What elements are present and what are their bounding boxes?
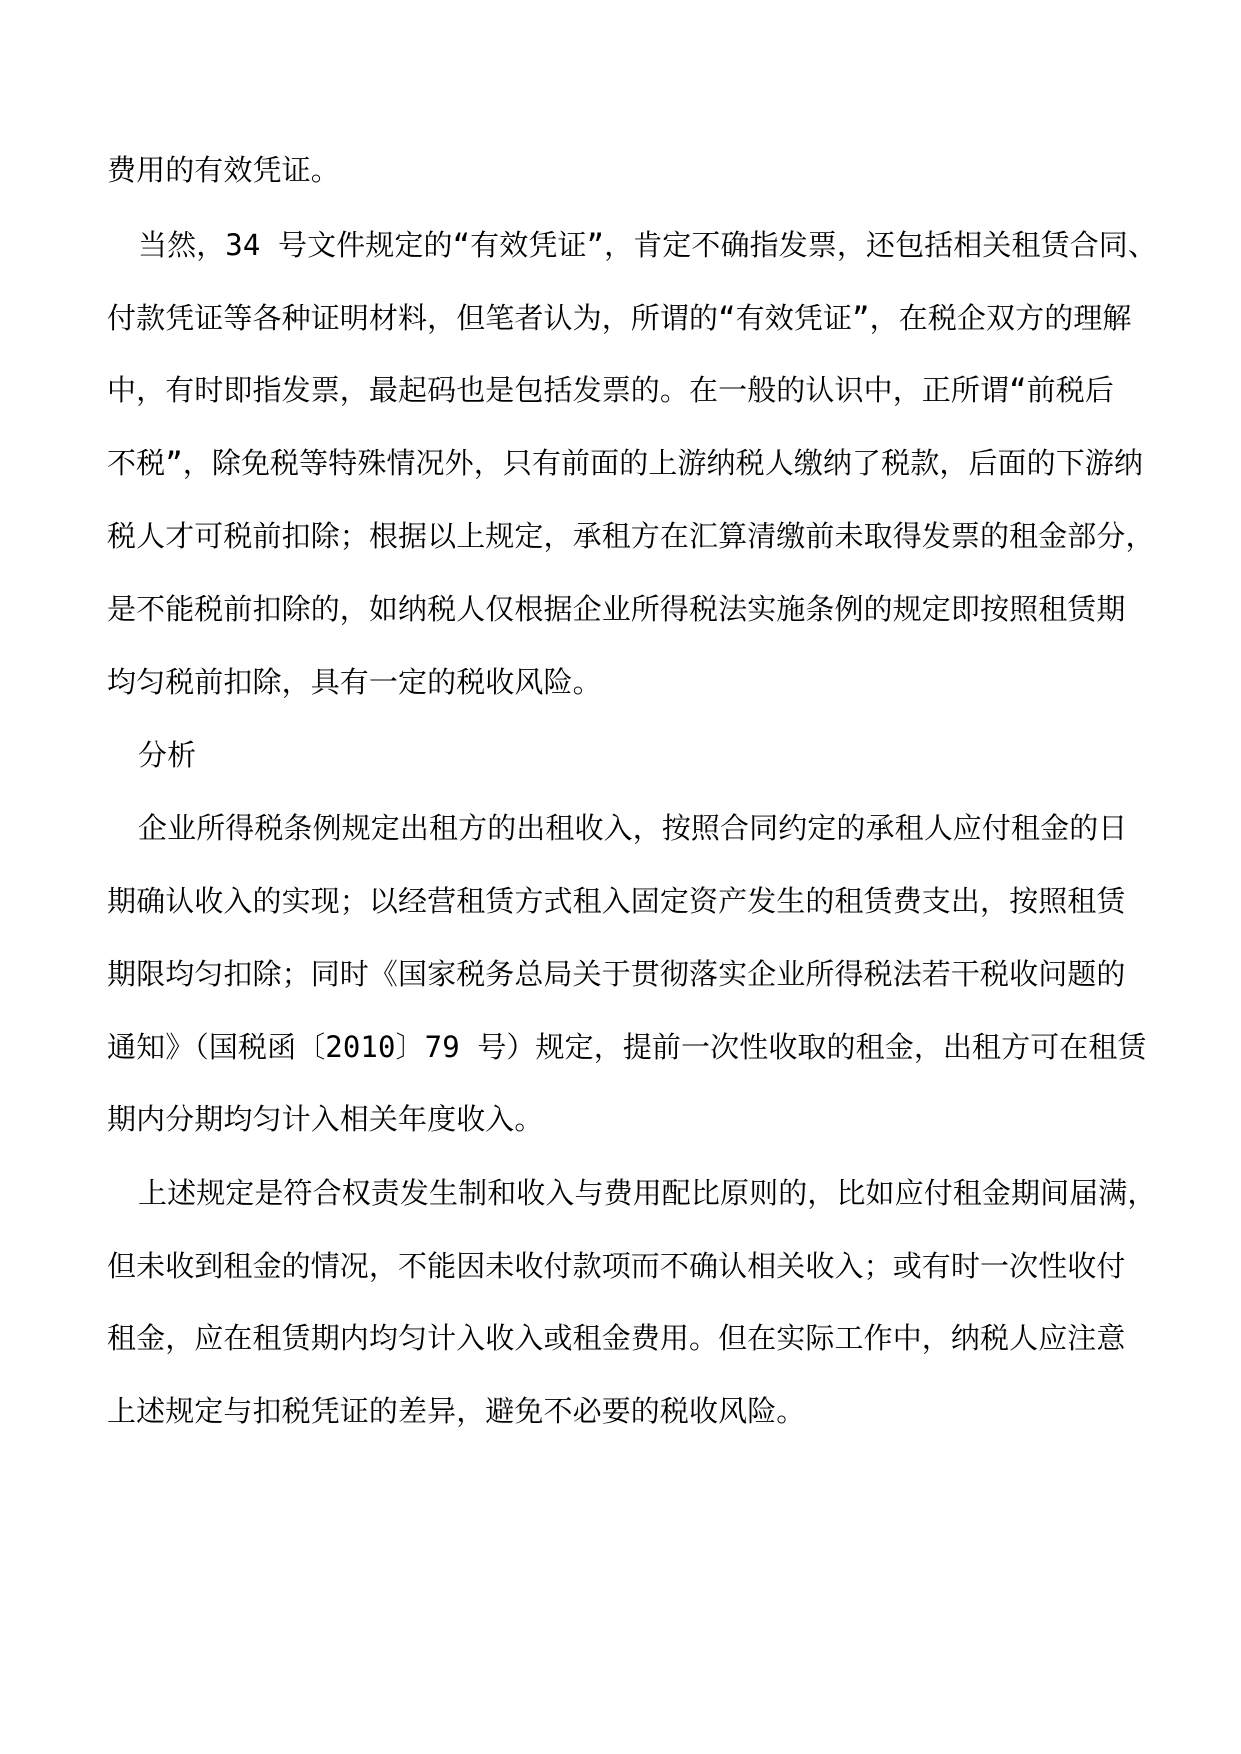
text-line: 期确认收入的实现；以经营租赁方式租入固定资产发生的租赁费支出，按照租赁	[107, 884, 1126, 918]
paragraph-start-line: 当然，34 号文件规定的“有效凭证”，肯定不确指发票，还包括相关租赁合同、	[138, 228, 1157, 262]
paragraph-start-line: 企业所得税条例规定出租方的出租收入，按照合同约定的承租人应付租金的日	[138, 811, 1128, 845]
text-line: 期限均匀扣除；同时《国家税务总局关于贯彻落实企业所得税法若干税收问题的	[107, 957, 1126, 991]
text-line: 通知》（国税函〔2010〕79 号）规定，提前一次性收取的租金，出租方可在租赁	[107, 1030, 1147, 1064]
text-line: 租金，应在租赁期内均匀计入收入或租金费用。但在实际工作中，纳税人应注意	[107, 1321, 1126, 1355]
text-line: 中，有时即指发票，最起码也是包括发票的。在一般的认识中，正所谓“前税后	[107, 373, 1114, 407]
text-line: 不税”，除免税等特殊情况外，只有前面的上游纳税人缴纳了税款，后面的下游纳	[107, 446, 1144, 480]
text-line: 税人才可税前扣除；根据以上规定，承租方在汇算清缴前未取得发票的租金部分，	[107, 519, 1155, 553]
text-line: 费用的有效凭证。	[107, 153, 340, 187]
paragraph-start-line: 上述规定是符合权责发生制和收入与费用配比原则的，比如应付租金期间届满，	[138, 1176, 1157, 1210]
section-heading: 分析	[138, 738, 197, 772]
text-line: 上述规定与扣税凭证的差异，避免不必要的税收风险。	[107, 1394, 806, 1428]
text-line: 付款凭证等各种证明材料，但笔者认为，所谓的“有效凭证”，在税企双方的理解	[107, 301, 1132, 335]
text-line: 但未收到租金的情况，不能因未收付款项而不确认相关收入；或有时一次性收付	[107, 1249, 1126, 1283]
text-line: 均匀税前扣除，具有一定的税收风险。	[107, 665, 602, 699]
text-line: 期内分期均匀计入相关年度收入。	[107, 1102, 544, 1136]
text-line: 是不能税前扣除的，如纳税人仅根据企业所得税法实施条例的规定即按照租赁期	[107, 592, 1126, 626]
